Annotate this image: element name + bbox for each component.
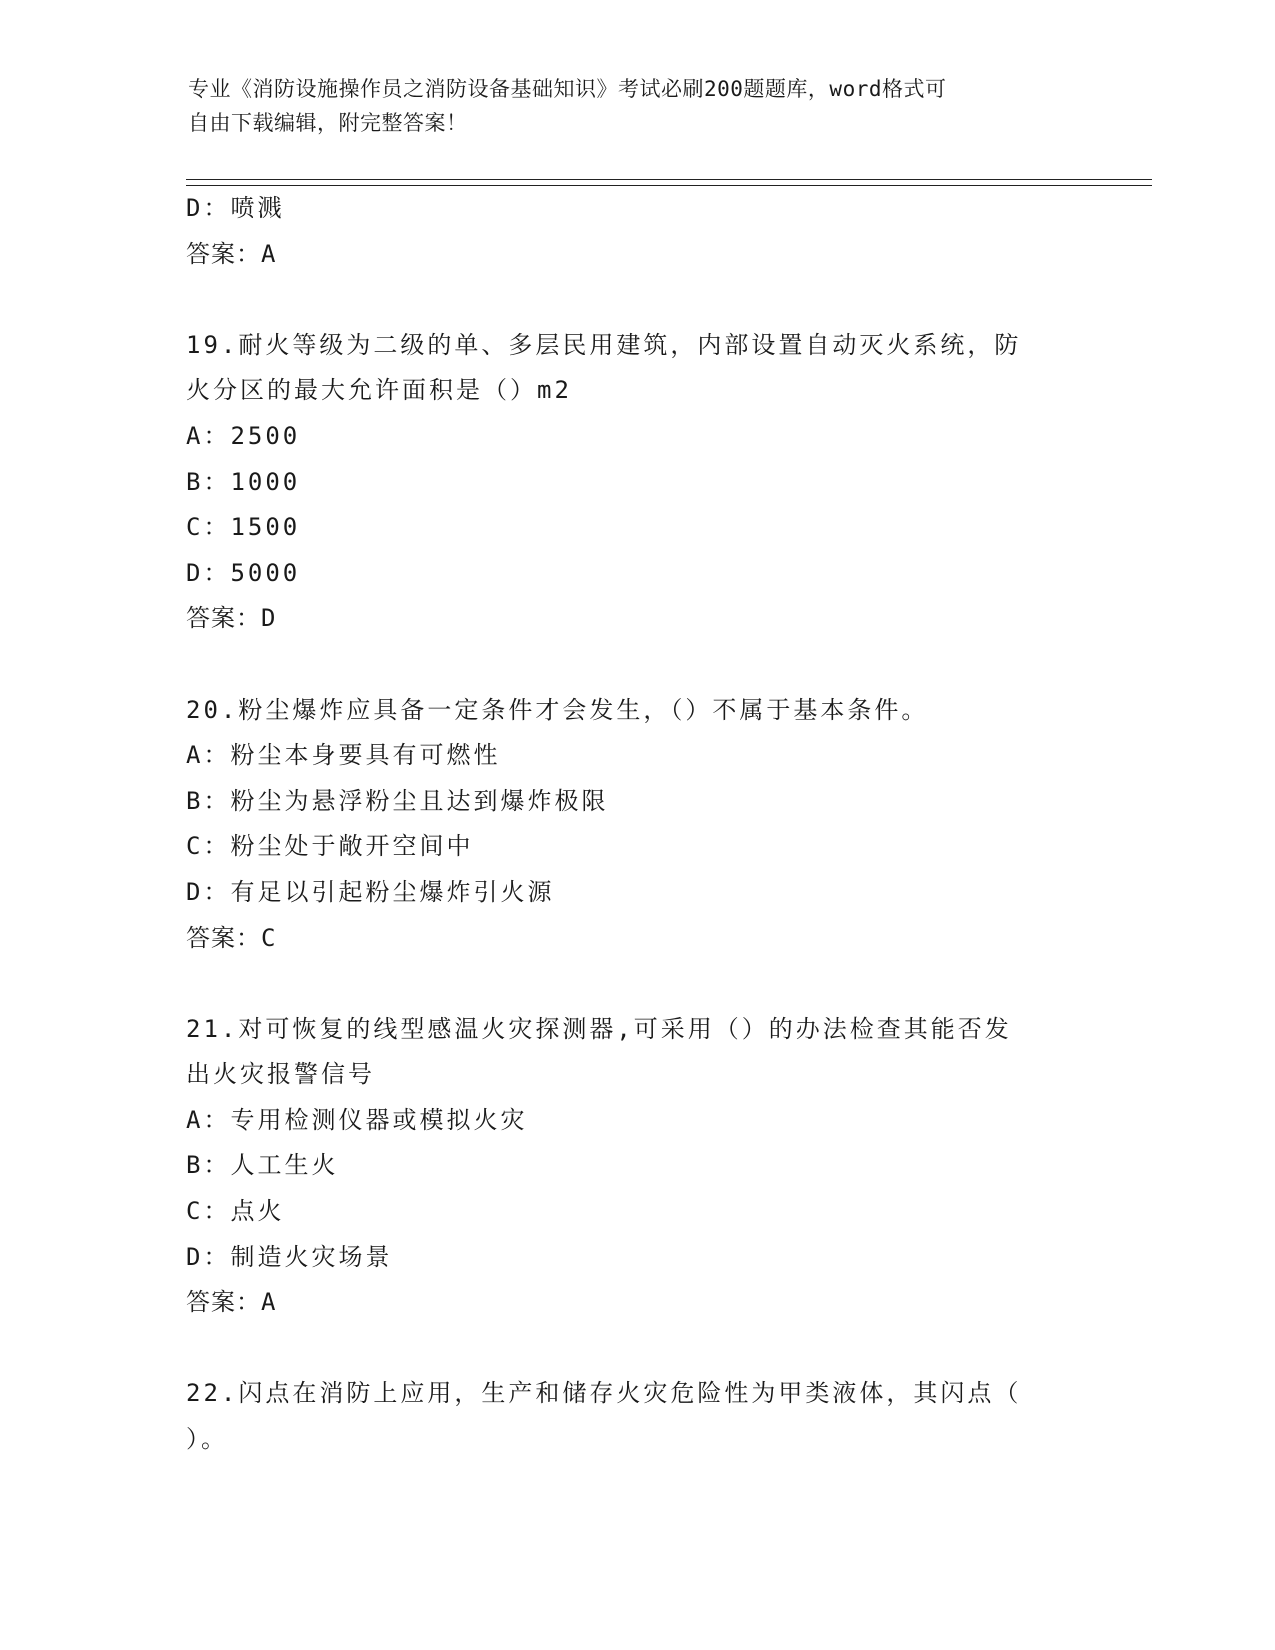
option-line: D：制造火灾场景 [186, 1242, 393, 1271]
answer-line: 答案：A [186, 1288, 277, 1317]
page-header [188, 72, 1088, 140]
option-line: A：粉尘本身要具有可燃性 [186, 741, 501, 770]
question-text: 出火灾报警信号 [186, 1060, 375, 1089]
question-block [186, 688, 1086, 962]
option-line: C：1500 [186, 513, 301, 542]
option-line: B：粉尘为悬浮粉尘且达到爆炸极限 [186, 786, 609, 815]
question-block [186, 1371, 1086, 1462]
header-line-2: 自由下载编辑，附完整答案！ [188, 111, 468, 135]
option-line: A：专用检测仪器或模拟火灾 [186, 1105, 528, 1134]
option-line: A：2500 [186, 421, 301, 450]
option-line: B：人工生火 [186, 1151, 339, 1180]
question-block [186, 1007, 1086, 1326]
answer-line: 答案：A [186, 239, 277, 268]
question-text: 19.耐火等级为二级的单、多层民用建筑，内部设置自动灭火系统，防 [186, 330, 1022, 359]
question-text: 22.闪点在消防上应用，生产和储存火灾危险性为甲类液体，其闪点（ [186, 1379, 1022, 1408]
option-line: D：喷溅 [186, 194, 285, 222]
question-block [186, 323, 1086, 642]
option-line: C：点火 [186, 1197, 285, 1226]
header-rule-top [186, 179, 1152, 180]
question-text: ）。 [186, 1425, 228, 1454]
question-text: 21.对可恢复的线型感温火灾探测器,可采用（）的办法检查其能否发 [186, 1014, 1012, 1043]
option-line: D：5000 [186, 558, 301, 587]
answer-line: 答案：D [186, 604, 277, 633]
answer-line: 答案：C [186, 923, 277, 952]
option-line: C：粉尘处于敞开空间中 [186, 832, 474, 861]
question-text: 20.粉尘爆炸应具备一定条件才会发生，（）不属于基本条件。 [186, 695, 929, 724]
option-line: D：有足以引起粉尘爆炸引火源 [186, 877, 555, 906]
option-line: B：1000 [186, 467, 301, 496]
header-line-1: 专业《消防设施操作员之消防设备基础知识》考试必刷200题题库，word格式可 [188, 77, 947, 101]
question-block [186, 186, 1086, 277]
question-list [186, 186, 1086, 1463]
question-text: 火分区的最大允许面积是（）m2 [186, 376, 572, 405]
